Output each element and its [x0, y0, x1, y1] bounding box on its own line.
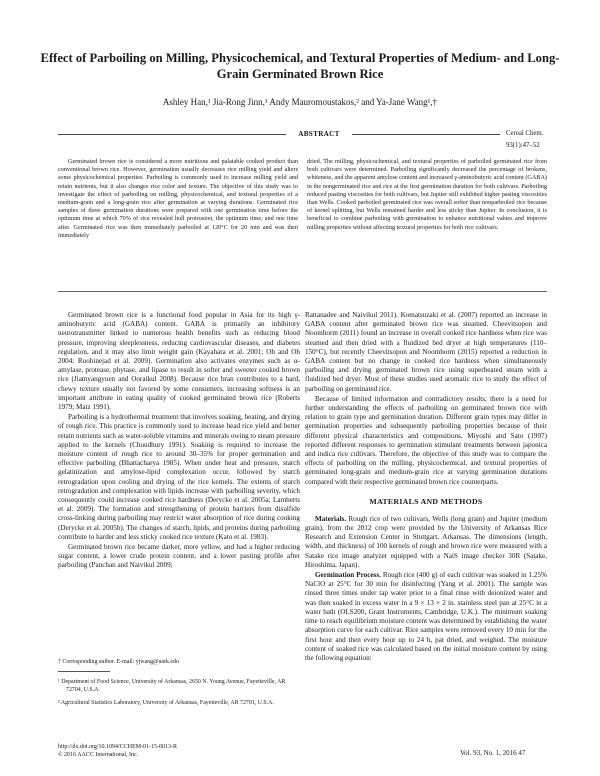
abstract-header [40, 128, 560, 149]
footnote-rule [58, 671, 110, 672]
doi-link[interactable]: http://dx.doi.org/10.1094/CCHEM-01-15-0013-R [58, 744, 178, 750]
footnote-corresponding-author: † Corresponding author. E-mail: yjwang@uark.edu [58, 659, 179, 665]
germination-text: Rough rice (400 g) of each cultivar was soaked in 1.25% NaClO at 25°C for 30 min for disinfecting (Yang et al. 2001). The sample was rinsed three times under tap water prior to a final rinse with deionized water and was then soaked in excess water in a 9 × 13 × 2 in. stainless steel pan at 25°C in a water bath (OLS200, Grant Instruments, Cambridge, U.K.). The minimum soaking time to reach equilibrium moisture content was determined by establishing the water absorption curve for each cultivar. Rice samples were removed every 10 min for the first hour and then every hour up to 24 h, pat dried, and weighed. The moisture content of soaked rice was calculated based on the initial moisture content by using the following equation: [305, 571, 547, 662]
author-list: Ashley Han,¹ Jia-Rong Jinn,¹ Andy Mauromoustakos,² and Ya-Jane Wang¹,† [162, 97, 438, 107]
body-paragraph: Because of limited information and contradictory results, there is a need for further understanding the effects of parboiling on germinated brown rice with relation to grain type and germination duration. Different grain types may differ in germination properties and subsequently parboiling properties because of their different physical characteristics and compositions. Miyoshi and Sato (1997) reported different responses to germination stimulant treatments between japonica and indica rice cultivars. Therefore, the objective of this study was to compare the effects of parboiling on the milling, physicochemical, and textural properties of germinated long-grain and medium-grain rice at varying germination durations compared with their respective germinated brown rice counterparts. [305, 394, 547, 486]
paper-title: Effect of Parboiling on Milling, Physicochemical, and Textural Properties of Medium- and Long-Grain Germinated Brown Rice [40, 51, 560, 81]
abstract-divider [58, 291, 547, 292]
footnote-affiliation-1: ¹ Department of Food Science, University of Arkansas, 2650 N. Young Avenue, Fayetteville, AR 72704, U.S.A. [58, 679, 286, 693]
doi-block [58, 743, 177, 759]
footnote-affiliation-2: ² Agricultural Statistics Laboratory, University of Arkansas, Fayetteville, AR 72701, U.S.A. [58, 700, 274, 706]
materials-paragraph [305, 515, 547, 570]
body-paragraph: Rattanadee and Naivikul 2011). Komatsuzaki et al. (2007) reported an increase in GABA content after germinated brown rice was steamed. Cheevitsopon and Noomhorm (2011) found an increase in overall cooked rice hardness when rice was steamed and then dried with a fluidized bed dryer at high temperatures (110–150°C), but recently Cheevitsopon and Noomhorm (2015) reported a reduction in GABA content but no change in cooked rice hardness when simultaneously parboiling and drying germinated brown rice using superheated steam with a fluidized bed dryer. Most of these studies used aromatic rice to study the effect of parboiling on germinated rice. [305, 311, 547, 393]
materials-text: Rough rice of two cultivars, Wells (long grain) and Jupiter (medium grain), from the 2012 crop were provided by the University of Arkansas Rice Research and Extension Center in Stuttgart, Arkansas. The dimensions (length, width, and thickness) of 100 kernels of rough and brown rice were measured with a Satake rice image analyzer equipped with a NaiS image checker 30R (Satake, Hiroshima, Japan). [305, 514, 547, 569]
copyright: © 2016 AACC International, Inc. [58, 752, 139, 758]
germination-paragraph [305, 571, 547, 663]
subheading-materials: Materials. [315, 514, 347, 523]
abstract-label: ABSTRACT [298, 130, 340, 138]
body-paragraph: Germinated brown rice became darker, more yellow, and had a higher reducing sugar content, a lower crude protein content, and a lower pasting profile after parboiling (Panchan and Naivikul 2009; [58, 543, 300, 570]
abstract-rule-left [58, 134, 286, 135]
subheading-germination: Germination Process. [315, 571, 381, 580]
page-info: Vol. 93, No. 1, 2016 47 [460, 749, 526, 757]
section-heading-methods: MATERIALS AND METHODS [369, 496, 483, 506]
abstract-left-column: Germinated brown rice is considered a more nutritious and palatable cooked product than conventional brown rice. However, germination usually decreases rice milling yield and alters some physicochemical properties. Parboiling is commonly used to increase milling yield and retain nutrients, but it also changes rice color and texture. The objective of this study was to investigate the effect of parboiling on milling, physicochemical, and textural properties of a medium-grain and a long-grain rice after germination at varying durations. Germinated rice samples of three germination durations were prepared with one germination time before the optimum time at which 70% of rice revealed hull protrusion, the optimum time, and one time after. Germinated rice was then immediately parboiled at 120°C for 20 min and was then immediately [58, 158, 298, 239]
footnotes [58, 658, 300, 712]
abstract-right-column: dried. The milling, physicochemical, and textural properties of parboiled germinated rice from both cultivars were determined. Parboiling significantly decreased the percentage of brokens, whiteness, and the apparent amylose content and increased γ-aminobutyric acid content (GABA) in the nongerminated rice and rice at the first germination duration for both cultivars. Parboiling reduced pasting viscosities for both cultivars, but Jupiter still exhibited higher pasting viscosities than Wells. Cooked parboiled germinated rice was overall softer than nonparboiled rice because of kernel splitting, but Wells remained harder and less sticky than Jupiter. In conclusion, it is beneficial to combine parboiling with germination to enhance nutritional values and improve milling properties without affecting textural properties for both rice cultivars. [307, 158, 547, 231]
body-paragraph: Parboiling is a hydrothermal treatment that involves soaking, heating, and drying of rough rice. This practice is commonly used to increase head rice yield and better retain nutrients such as water-soluble vitamins and minerals owing to steam pressure applied to the kernels (Choudhury 1991). Soaking is required to increase the moisture content of rough rice to around 30–35% for proper germination and effective parboiling (Bhattacharya 1985). When under heat and pressure, starch gelatinization and amylose-lipid complexation occur, followed by starch retrogradation upon cooling and drying of the rice kernels. The extents of starch retrogradation and complexation with lipids increase with parboiling severity, which consequently could increase cooked rice hardness (Derycke et al. 2005a; Lamberts et al. 2009). The formation and strengthening of protein barriers from disulfide cross-linking during parboiling may restrict water absorption of rice during cooking (Derycke et al. 2005b). The changes of starch, lipids, and proteins during parboiling contribute to harder and less sticky cooked rice texture (Kato et al. 1983). [58, 413, 300, 541]
journal-citation: Cereal Chem. 93(1):47–52 [506, 130, 544, 149]
body-right-column [305, 311, 547, 664]
body-left-column [58, 311, 300, 572]
abstract-rule-right [352, 134, 500, 135]
body-paragraph: Germinated brown rice is a functional food popular in Asia for its high γ-aminobutyric acid (GABA) content. GABA is primarily an inhibitory neurotransmitter linked to numerous health benefits such as reducing blood pressure, improving sleeplessness, reducing cardiovascular diseases, and diabetes regulation, and it may also limit weight gain (Kayahara et al. 2001; Oh and Oh 2004; Roohinejad et al. 2009). Germination also activates enzymes such as α-amylase, protease, phytase, and lipase to result in softer and sweeter cooked brown rice (Jiamyangyuen and Ooraikul 2008). Because rice bran contributes to a hard, chewy texture usually not favored by some consumers, increasing softness is an important attribute in eating quality of cooked germinated brown rice (Roberts 1979; Matz 1991). [58, 311, 300, 412]
